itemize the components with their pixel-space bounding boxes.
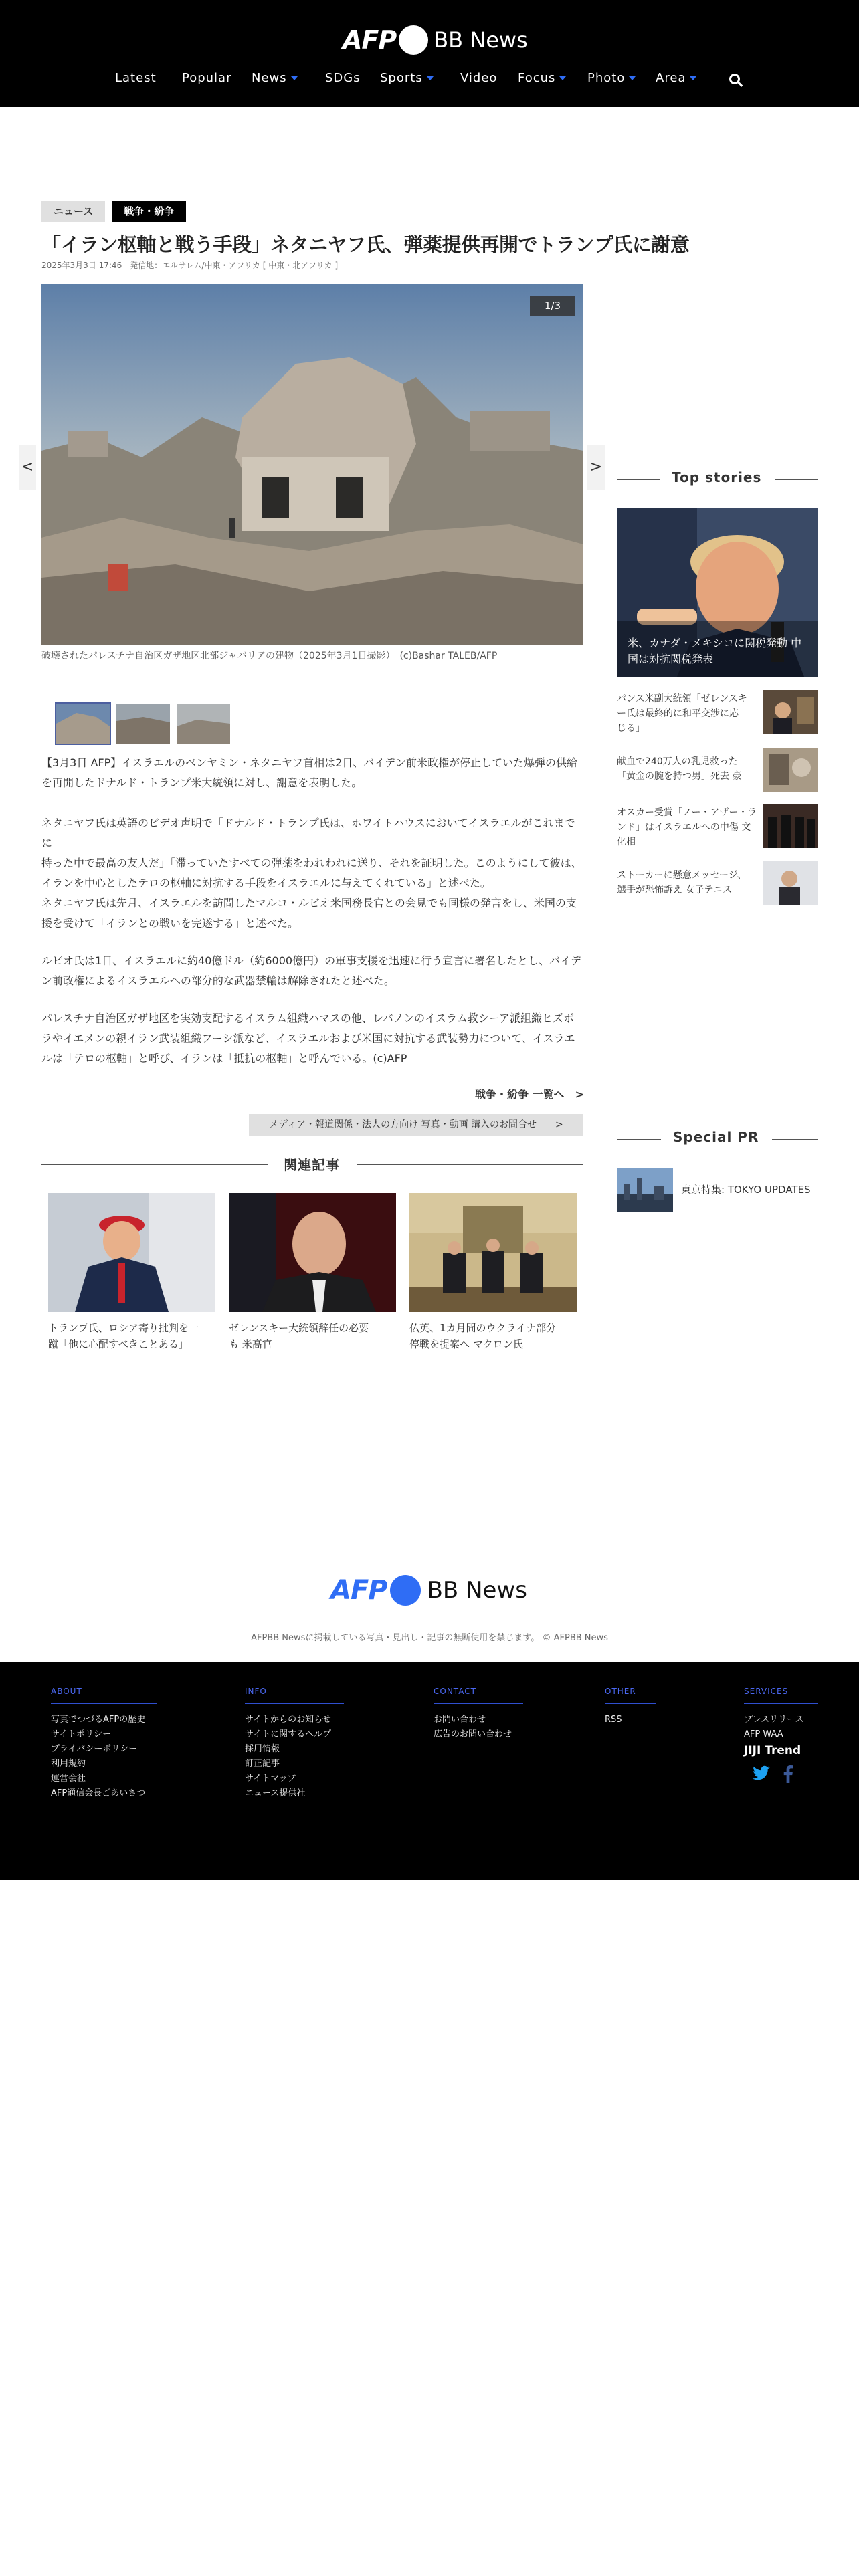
nav-item-sdgs[interactable] — [325, 71, 361, 85]
paragraph-line: ネタニヤフ氏は英語のビデオ声明で「ドナルド・トランプ氏は、ホワイトハウスにおいてイスラエルがこれまでに — [41, 817, 575, 849]
logo-dot — [399, 25, 428, 55]
related-article-2[interactable] — [229, 1193, 396, 1352]
top-story-item[interactable] — [617, 861, 818, 905]
site-footer — [0, 1662, 859, 1880]
article-paragraph — [41, 813, 583, 893]
paragraph-line: ルは「テロの枢軸」と呼び、イランは「抵抗の枢軸」と呼んでいる。(c)AFP — [41, 1052, 407, 1065]
footer-link[interactable]: AFP通信会長ごあいさつ — [51, 1788, 146, 1798]
news-thumbnail — [763, 861, 818, 905]
story-thumbnail — [763, 804, 818, 848]
nav-label: Area — [656, 71, 686, 85]
nav-item-video[interactable] — [460, 71, 497, 85]
rubble-thumbnail — [177, 704, 230, 744]
title-line: 国は対抗関税発表 — [628, 653, 714, 665]
related-articles-heading — [41, 1154, 583, 1174]
title-line: ンド」はイスラエルへの中傷 文 — [617, 822, 751, 833]
footer-heading: INFO — [245, 1687, 344, 1704]
facebook-icon[interactable] — [783, 1765, 793, 1783]
chevron-down-icon — [559, 76, 566, 80]
footer-heading: CONTACT — [434, 1687, 523, 1704]
article-title: 「イラン枢軸と戦う手段」ネタニヤフ氏、弾薬提供再開でトランプ氏に謝意 — [41, 233, 690, 256]
chevron-down-icon — [291, 76, 298, 80]
photo-caption: 破壊されたパレスチナ自治区ガザ地区北部ジャバリアの建物（2025年3月1日撮影）。(c)Bashar TALEB/AFP — [41, 651, 498, 661]
story-thumbnail — [763, 690, 818, 734]
main-photo[interactable] — [41, 284, 583, 645]
chevron-down-icon — [427, 76, 434, 80]
nav-label: Video — [460, 71, 498, 85]
official-portrait-photo — [229, 1193, 396, 1312]
story-title — [617, 805, 757, 849]
top-story-main[interactable] — [617, 508, 818, 677]
nav-label: Popular — [182, 71, 232, 85]
nav-item-latest[interactable] — [115, 71, 157, 85]
top-story-item[interactable] — [617, 804, 818, 848]
story-title — [617, 868, 757, 897]
pr-thumbnail — [617, 1168, 673, 1212]
nav-item-photo[interactable] — [587, 71, 636, 85]
footer-column-other — [605, 1687, 656, 1725]
copyright-notice: AFPBB Newsに掲載している写真・見出し・記事の無断使用を禁じます。 © AFPBB News — [251, 1633, 608, 1643]
paragraph-line: を再開したドナルド・トランプ米大統領に対し、謝意を表明した。 — [41, 776, 363, 789]
site-header — [0, 0, 859, 107]
footer-link[interactable]: サイトに関するヘルプ — [245, 1729, 332, 1739]
article-paragraph — [41, 1008, 583, 1069]
related-title — [409, 1320, 577, 1352]
footer-logo[interactable] — [330, 1574, 527, 1606]
twitter-icon[interactable] — [752, 1765, 771, 1782]
divider — [617, 479, 660, 480]
paragraph-line: パレスチナ自治区ガザ地区を実効支配するイスラム組織ハマスの他、レバノンのイスラム教シーア派組織ヒズボ — [41, 1012, 575, 1025]
top-stories-heading — [617, 469, 818, 490]
logo-afp-text: AFP — [330, 1575, 387, 1606]
jiji-trend-logo[interactable]: JIJI Trend — [744, 1744, 801, 1757]
news-thumbnail — [763, 804, 818, 848]
related-title-line: ゼレンスキー大統領辞任の必要 — [229, 1322, 369, 1334]
paragraph-line: 持った中で最高の友人だ」「滞っていたすべての弾薬をわれわれに送り、それを証明した。このようにして彼は、 — [41, 857, 582, 869]
logo-bb-text: BB News — [427, 1577, 527, 1604]
related-title — [48, 1320, 215, 1352]
paragraph-line: 援を受けて「イランとの戦いを完遂する」と述べた。 — [41, 917, 299, 930]
footer-link[interactable]: RSS — [605, 1715, 622, 1725]
chevron-down-icon — [690, 76, 696, 80]
nav-item-area[interactable] — [656, 71, 696, 85]
section-title: Special PR — [673, 1129, 759, 1145]
social-links — [744, 1765, 818, 1783]
trump-photo — [48, 1193, 215, 1312]
article-paragraph — [41, 893, 583, 934]
top-story-item[interactable] — [617, 690, 818, 734]
article-paragraph — [41, 753, 583, 793]
title-line: オスカー受賞「ノー・アザー・ラ — [617, 807, 757, 818]
pr-title: 東京特集: TOKYO UPDATES — [681, 1184, 811, 1196]
nav-item-focus[interactable] — [518, 71, 566, 85]
paragraph-line: イランを中心としたテロの枢軸に対抗する手段をイスラエルに与えてくれている」と述べた。 — [41, 877, 491, 889]
title-line: 米、カナダ・メキシコに関税発動 中 — [628, 637, 802, 649]
related-title-line: も 米高官 — [229, 1338, 272, 1350]
footer-column-services — [744, 1687, 818, 1783]
footer-link[interactable]: サイトマップ — [245, 1774, 296, 1784]
leaders-meeting-photo — [409, 1193, 577, 1312]
thumbnail-strip — [55, 702, 231, 745]
article-paragraph — [41, 951, 583, 991]
paragraph-line: ネタニヤフ氏は先月、イスラエルを訪問したマルコ・ルビオ米国務長官との会見でも同様の発言をし、米国の支 — [41, 897, 577, 909]
related-thumbnail — [48, 1193, 215, 1312]
thumbnail-3[interactable] — [175, 702, 231, 745]
paragraph-line: 【3月3日 AFP】イスラエルのベンヤミン・ネタニヤフ首相は2日、バイデン前米政権が停止していた爆弾の供給 — [41, 756, 577, 769]
photo-counter: 1/3 — [530, 296, 575, 316]
logo-afp-text: AFP — [343, 25, 397, 55]
title-line: 「黄金の腕を持つ男」死去 豪 — [617, 771, 742, 782]
thumbnail-2[interactable] — [115, 702, 171, 745]
logo-dot — [390, 1575, 421, 1606]
tag-news[interactable]: ニュース — [41, 201, 105, 222]
footer-link[interactable]: お問い合わせ — [434, 1715, 486, 1725]
footer-link[interactable]: プライバシーポリシー — [51, 1744, 138, 1754]
story-thumbnail — [763, 861, 818, 905]
title-line: じる」 — [617, 723, 645, 734]
paragraph-line: ルビオ氏は1日、イスラエルに約40億ドル（約6000億円）の軍事支援を迅速に行う宣言に署名したとし、バイデ — [41, 954, 582, 967]
footer-heading: SERVICES — [744, 1687, 818, 1704]
footer-link[interactable]: 訂正記事 — [245, 1759, 280, 1769]
special-pr-item[interactable] — [617, 1168, 818, 1212]
article-tags — [41, 201, 186, 222]
story-title — [617, 691, 757, 736]
news-thumbnail — [763, 748, 818, 792]
news-thumbnail — [763, 690, 818, 734]
search-icon[interactable] — [729, 74, 740, 84]
story-thumbnail — [763, 748, 818, 792]
related-article-3[interactable] — [409, 1193, 577, 1352]
nav-item-popular[interactable] — [182, 71, 232, 85]
afpbb-logo[interactable] — [343, 24, 528, 56]
nav-item-sports[interactable] — [380, 71, 434, 85]
related-title-line: 蹴「他に心配すべきことある」 — [48, 1338, 189, 1350]
top-story-item[interactable] — [617, 748, 818, 792]
title-line: 献血で240万人の乳児救った — [617, 756, 738, 767]
gallery-prev-button[interactable]: < — [19, 445, 36, 490]
footer-column-info — [245, 1687, 344, 1799]
special-pr-heading — [617, 1129, 818, 1149]
footer-link[interactable]: 写真でつづるAFPの歴史 — [51, 1715, 146, 1725]
nav-item-news[interactable] — [252, 71, 298, 85]
chevron-down-icon — [629, 76, 636, 80]
related-title-line: トランプ氏、ロシア寄り批判を一 — [48, 1322, 199, 1334]
divider — [617, 1139, 661, 1140]
related-thumbnail — [409, 1193, 577, 1312]
title-line: パンス米副大統領「ゼレンスキ — [617, 693, 747, 704]
footer-link[interactable]: 運営会社 — [51, 1774, 86, 1784]
divider — [775, 479, 818, 480]
related-title — [229, 1320, 396, 1352]
divider — [41, 1164, 268, 1165]
related-thumbnail — [229, 1193, 396, 1312]
footer-link[interactable]: AFP WAA — [744, 1729, 783, 1739]
rubble-thumbnail — [116, 704, 170, 744]
tag-war-conflict[interactable]: 戦争・紛争 — [112, 201, 186, 222]
destroyed-building-photo — [41, 284, 583, 645]
article-meta: 2025年3月3日 17:46 発信地：エルサレム/中東・アフリカ [ 中東・北アフリカ ] — [41, 261, 339, 270]
category-list-link[interactable]: 戦争・紛争 一覧へ > — [475, 1088, 584, 1101]
related-title-line: 停戦を提案へ マクロン氏 — [409, 1338, 523, 1350]
media-inquiry-link[interactable]: メディア・報道関係・法人の方向け 写真・動画 購入のお問合せ > — [249, 1114, 583, 1136]
footer-link[interactable]: ニュース提供社 — [245, 1788, 306, 1798]
title-line: 選手が恐怖訴え 女子テニス — [617, 885, 732, 895]
paragraph-line: ン前政権によるイスラエルへの部分的な武器禁輸は解除されたと述べた。 — [41, 974, 395, 987]
related-title-line: 仏英、1カ月間のウクライナ部分 — [409, 1322, 557, 1334]
related-article-1[interactable] — [48, 1193, 215, 1352]
rubble-thumbnail — [56, 704, 110, 744]
divider — [772, 1139, 818, 1140]
top-story-title — [628, 635, 808, 667]
section-title: 関連記事 — [284, 1157, 340, 1173]
footer-link[interactable]: 採用情報 — [245, 1744, 280, 1754]
nav-label: SDGs — [325, 71, 361, 85]
title-line: ストーカーに懸意メッセージ、 — [617, 870, 747, 881]
nav-label: Latest — [115, 71, 157, 85]
nav-label: News — [252, 71, 287, 85]
footer-heading: OTHER — [605, 1687, 656, 1704]
footer-column-about — [51, 1687, 157, 1799]
story-title — [617, 754, 757, 784]
nav-label: Sports — [380, 71, 423, 85]
title-line: 化相 — [617, 837, 636, 847]
gallery-next-button[interactable]: > — [587, 445, 605, 490]
tokyo-photo — [617, 1168, 673, 1212]
paragraph-line: ラやイエメンの親イラン武装組織フーシ派など、イスラエルおよび米国に対抗する武装勢力について、イスラエ — [41, 1032, 575, 1045]
divider — [357, 1164, 583, 1165]
nav-label: Photo — [587, 71, 626, 85]
footer-link[interactable]: 利用規約 — [51, 1759, 86, 1769]
footer-heading: ABOUT — [51, 1687, 157, 1704]
footer-link[interactable]: プレスリリース — [744, 1715, 804, 1725]
thumbnail-1[interactable] — [55, 702, 111, 745]
footer-link[interactable]: サイトからのお知らせ — [245, 1715, 331, 1725]
logo-bb-text: BB News — [434, 27, 528, 53]
footer-link[interactable]: 広告のお問い合わせ — [434, 1729, 512, 1739]
section-title: Top stories — [672, 469, 762, 486]
nav-label: Focus — [518, 71, 556, 85]
title-line: ー氏は最終的に和平交渉に応 — [617, 708, 739, 719]
footer-link[interactable]: サイトポリシー — [51, 1729, 112, 1739]
footer-column-contact — [434, 1687, 523, 1740]
